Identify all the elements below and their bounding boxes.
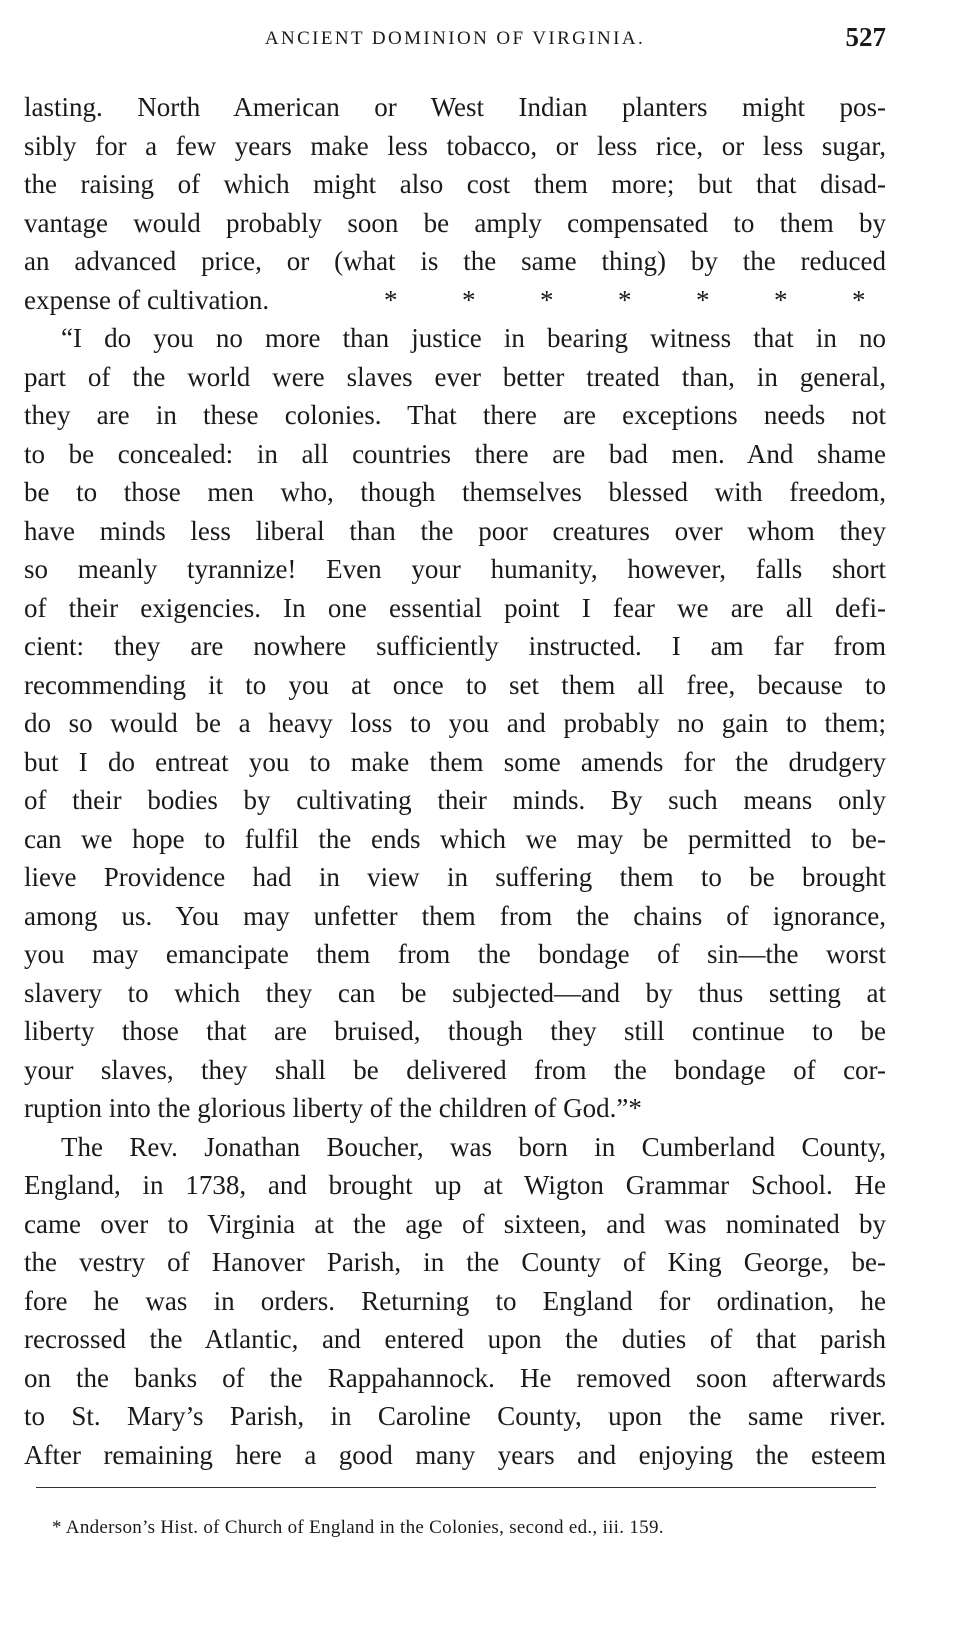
body-text	[24, 88, 886, 1474]
running-title: ANCIENT DOMINION OF VIRGINIA.	[264, 28, 646, 49]
text-line: to be concealed: in all countries there are bad men. And shame	[24, 438, 886, 469]
text-line: liberty those that are bruised, though they still continue to be	[24, 1016, 886, 1046]
text-line: you may emancipate them from the bondage of sin—the worst	[24, 939, 886, 969]
text-line: After remaining here a good many years and enjoying the esteem	[24, 1439, 886, 1470]
star-mark: *	[384, 284, 398, 315]
star-mark: *	[462, 284, 476, 315]
text-line: recommending it to you at once to set them all free, because to	[24, 669, 886, 700]
star-mark: *	[618, 284, 632, 315]
text-line: came over to Virginia at the age of sixteen, and was nominated by	[24, 1208, 886, 1239]
text-line: the raising of which might also cost them more; but that disad-	[24, 169, 886, 199]
footnote: * Anderson’s Hist. of Church of England in the Colonies, second ed., iii. 159.	[52, 1517, 664, 1538]
text-line: The Rev. Jonathan Boucher, was born in Cumberland County,	[61, 1131, 886, 1162]
star-mark: *	[540, 284, 554, 315]
text-line: so meanly tyrannize! Even your humanity, however, falls short	[24, 554, 886, 584]
running-head	[24, 22, 886, 62]
text-line: have minds less liberal than the poor creatures over whom they	[24, 515, 886, 546]
text-line: an advanced price, or (what is the same thing) by the reduced	[24, 246, 886, 276]
text-line: vantage would probably soon be amply compensated to them by	[24, 207, 886, 238]
text-line: the vestry of Hanover Parish, in the County of King George, be-	[24, 1247, 886, 1277]
star-mark: *	[696, 284, 710, 315]
text-line: lieve Providence had in view in suffering them to be brought	[24, 862, 886, 892]
text-line: lasting. North American or West Indian planters might pos-	[24, 92, 886, 122]
text-line: “I do you no more than justice in bearing witness that in no	[61, 323, 886, 353]
star-mark: *	[852, 284, 866, 315]
text-line: ruption into the glorious liberty of the children of God.”*	[24, 1093, 642, 1123]
text-line: slavery to which they can be subjected—and by thus setting at	[24, 977, 886, 1008]
text-line: they are in these colonies. That there are exceptions needs not	[24, 400, 886, 430]
footnote-rule	[36, 1487, 876, 1488]
text-line: part of the world were slaves ever better treated than, in general,	[24, 361, 886, 392]
text-line: of their exigencies. In one essential point I fear we are all defi-	[24, 592, 886, 623]
text-line: be to those men who, though themselves blessed with freedom,	[24, 477, 886, 507]
text-line: sibly for a few years make less tobacco, or less rice, or less sugar,	[24, 130, 886, 161]
star-mark: *	[774, 284, 788, 315]
text-line: do so would be a heavy loss to you and probably no gain to them;	[24, 708, 886, 738]
omission-stars	[340, 281, 886, 320]
text-line: on the banks of the Rappahannock. He removed soon afterwards	[24, 1362, 886, 1393]
text-line-with-ellipsis	[24, 281, 886, 320]
text-line: expense of cultivation.	[24, 284, 270, 315]
text-line: to St. Mary’s Parish, in Caroline County, upon the same river.	[24, 1401, 886, 1431]
text-line: England, in 1738, and brought up at Wigton Grammar School. He	[24, 1170, 886, 1200]
text-line: your slaves, they shall be delivered from the bondage of cor-	[24, 1054, 886, 1085]
text-line: cient: they are nowhere sufficiently instructed. I am far from	[24, 631, 886, 661]
text-line: among us. You may unfetter them from the chains of ignorance,	[24, 900, 886, 931]
text-line: can we hope to fulfil the ends which we may be permitted to be-	[24, 823, 886, 854]
text-line: fore he was in orders. Returning to England for ordination, he	[24, 1285, 886, 1316]
text-line: but I do entreat you to make them some amends for the drudgery	[24, 746, 886, 777]
text-line: recrossed the Atlantic, and entered upon the duties of that parish	[24, 1324, 886, 1354]
text-line: of their bodies by cultivating their minds. By such means only	[24, 785, 886, 815]
page-number: 527	[845, 22, 886, 52]
